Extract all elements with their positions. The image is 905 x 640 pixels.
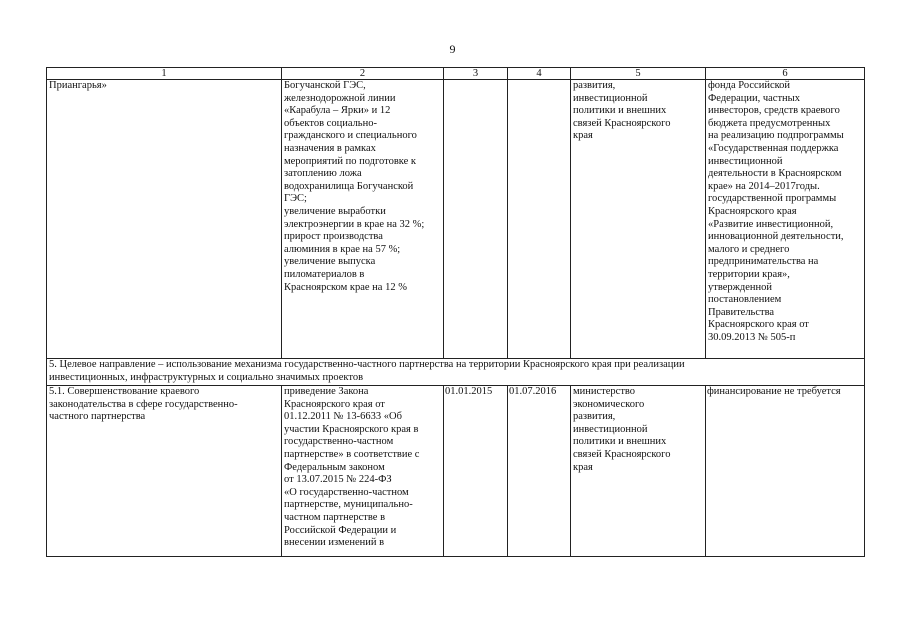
- measure-name-cell: 5.1. Совершенствование краевого законодательства в сфере государственно- частного партнерства: [47, 386, 282, 557]
- table-row: [47, 80, 865, 359]
- section-heading: 5. Целевое направление – использование механизма государственно-частного партнерства на территории Красноярского края при реализации инвестиционных, инфраструктурных и социально значимых проектов: [47, 359, 865, 386]
- column-number: 4: [508, 68, 571, 80]
- end-date-cell: 01.07.2016: [508, 386, 571, 557]
- start-date-cell: 01.01.2015: [444, 386, 508, 557]
- column-number: 6: [706, 68, 865, 80]
- table-row: [47, 386, 865, 557]
- expected-result-cell: Богучанской ГЭС, железнодорожной линии «Карабула – Ярки» и 12 объектов социально- гражданского и специального назначения в рамках мероприятий по подготовке к затоплению ложа водохранилища Богучанской ГЭС; увеличение выработки электроэнергии в крае на 32 %; прирост производства алюминия в крае на 57 %; увеличение выпуска пиломатериалов в Красноярском крае на 12 %: [282, 80, 444, 359]
- section-heading-row: [47, 359, 865, 386]
- end-date-cell: [508, 80, 571, 359]
- funding-source-cell: фонда Российской Федерации, частных инвесторов, средств краевого бюджета предусмотренных на реализацию подпрограммы «Государственная поддержка инвестиционной деятельности в Красноярском крае» на 2014–2017годы. государственной программы Красноярского края «Развитие инвестиционной, инновационной деятельности, малого и среднего предпринимательства на территории края», утвержденной постановлением Правительства Красноярского края от 30.09.2013 № 505-п: [706, 80, 865, 359]
- column-number: 5: [571, 68, 706, 80]
- column-number: 1: [47, 68, 282, 80]
- expected-result-cell: приведение Закона Красноярского края от 01.12.2011 № 13-6633 «Об участии Красноярского края в государственно-частном партнерстве» в соответствие с Федеральным законом от 13.07.2015 № 224-ФЗ «О государственно-частном партнерстве, муниципально- частном партнерстве в Российской Федерации и внесении изменений в: [282, 386, 444, 557]
- measure-name-cell: Приангарья»: [47, 80, 282, 359]
- column-number-row: [47, 68, 865, 80]
- responsible-cell: министерство экономического развития, инвестиционной политики и внешних связей Красноярского края: [571, 386, 706, 557]
- column-number: 2: [282, 68, 444, 80]
- funding-source-cell: финансирование не требуется: [706, 386, 865, 557]
- start-date-cell: [444, 80, 508, 359]
- page-number: 9: [449, 42, 456, 56]
- responsible-cell: развития, инвестиционной политики и внешних связей Красноярского края: [571, 80, 706, 359]
- column-number: 3: [444, 68, 508, 80]
- measures-table: [46, 67, 865, 557]
